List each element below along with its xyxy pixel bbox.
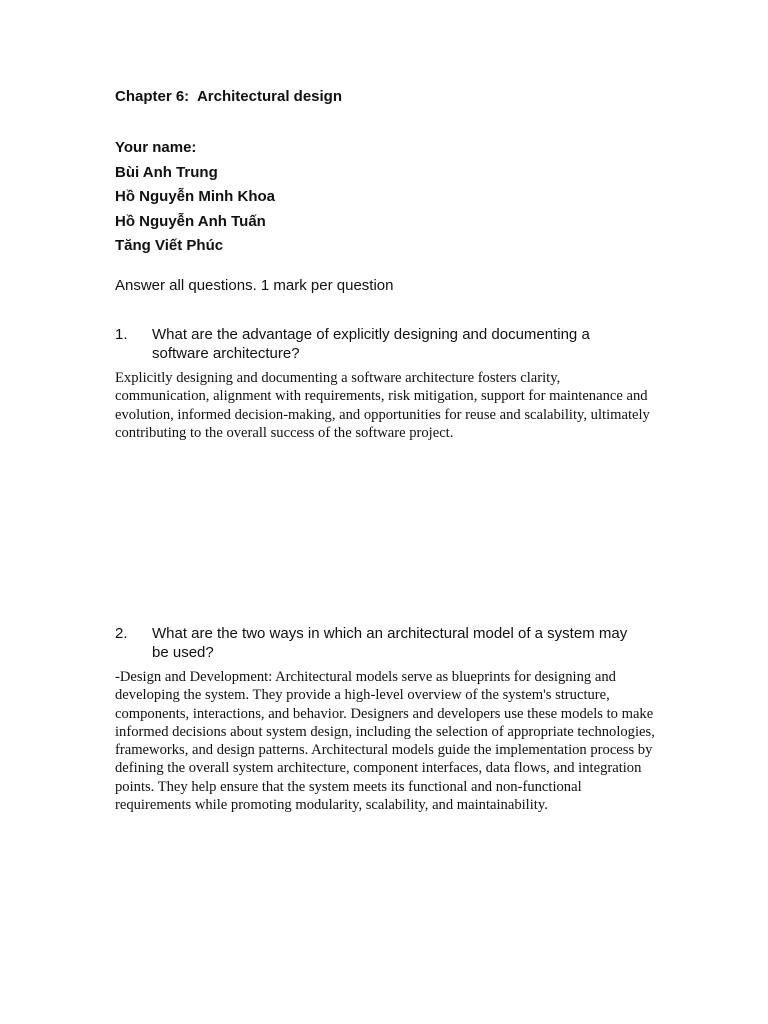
question-number: 2.: [115, 625, 128, 642]
question-1: [115, 326, 635, 363]
question-text: What are the two ways in which an architectural model of a system may be used?: [152, 625, 628, 661]
member-name: Bùi Anh Trung: [115, 163, 218, 181]
name-block: [115, 136, 275, 259]
question-2: [115, 625, 635, 662]
instructions: Answer all questions. 1 mark per question: [115, 277, 394, 294]
member-name: Hồ Nguyễn Anh Tuấn: [115, 212, 266, 230]
answer-1: Explicitly designing and documenting a software architecture fosters clarity, communication, alignment with requirements, risk mitigation, support for maintenance and evolution, informed decision-making, and opportunities for reuse and scalability, ultimately contributing to the overall success of the software project.: [115, 370, 650, 441]
question-number: 1.: [115, 326, 128, 343]
name-label: Your name:: [115, 139, 197, 156]
page-title: Chapter 6: Architectural design: [115, 88, 342, 105]
question-text: What are the advantage of explicitly designing and documenting a software architecture?: [152, 326, 590, 362]
member-name: Hồ Nguyễn Minh Khoa: [115, 188, 275, 205]
answer-2: -Design and Development: Architectural models serve as blueprints for designing and developing the system. They provide a high-level overview of the system's structure, components, interactions, and behavior. Designers and developers use these models to make informed decisions about system design, including the selection of appropriate technologies, frameworks, and design patterns. Architectural models guide the implementation process by defining the overall system architecture, component interfaces, data flows, and integration points. They help ensure that the system meets its functional and non-functional requirements while promoting modularity, scalability, and maintainability.: [115, 669, 655, 814]
member-name: Tăng Viết Phúc: [115, 237, 224, 254]
